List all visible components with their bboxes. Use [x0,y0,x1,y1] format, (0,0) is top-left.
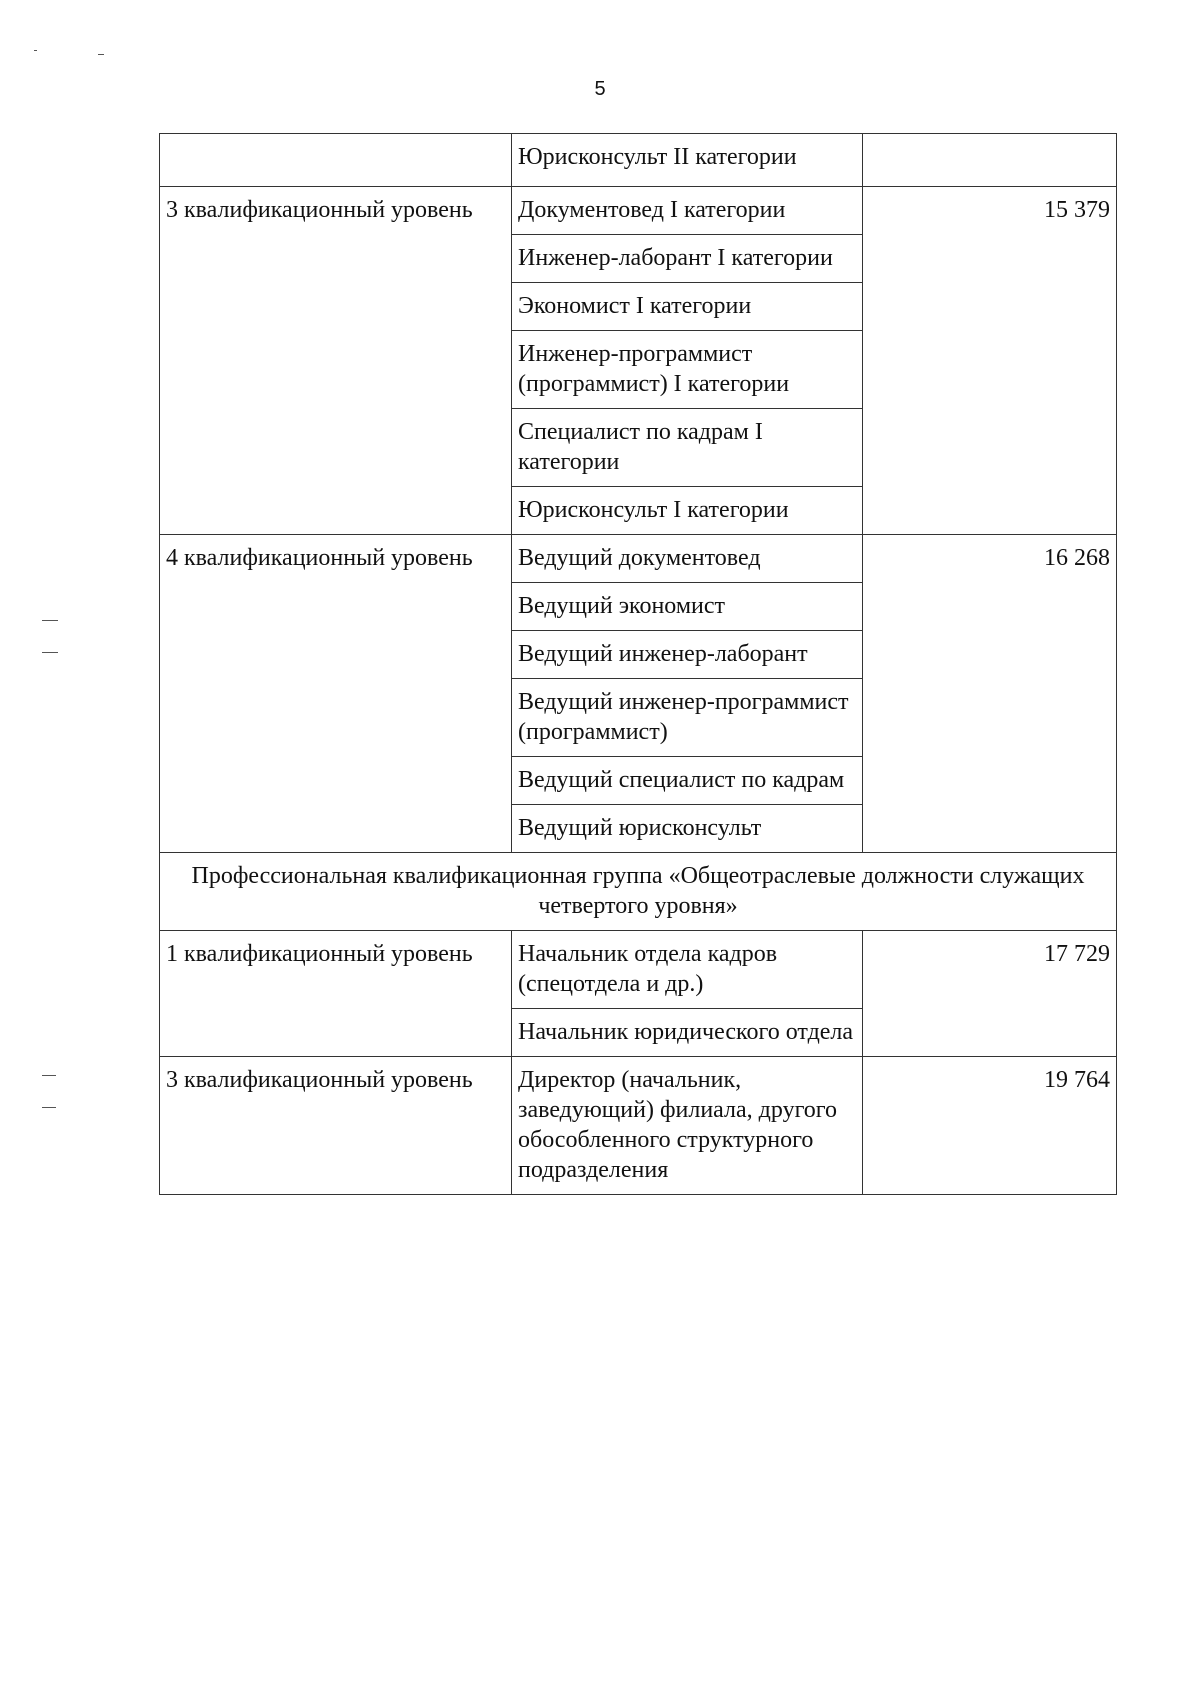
position-cell: Юрисконсульт I категории [512,487,863,535]
position-cell: Начальник отдела кадров (спецотдела и др.) [512,931,863,1009]
position-cell: Начальник юридического отдела [512,1009,863,1057]
position-cell: Юрисконсульт II категории [512,134,863,187]
level-cell: 3 квалификационный уровень [160,1057,512,1195]
level-cell: 1 квалификационный уровень [160,931,512,1057]
position-cell: Ведущий инженер-программист (программист) [512,679,863,757]
salary-cell: 19 764 [863,1057,1117,1195]
position-cell: Ведущий экономист [512,583,863,631]
scan-mark [42,1107,56,1108]
position-cell: Документовед I категории [512,187,863,235]
page-number: 5 [594,78,606,100]
table-row [160,134,1117,187]
position-cell: Ведущий инженер-лаборант [512,631,863,679]
table-row [160,535,1117,583]
salary-cell: 15 379 [863,187,1117,535]
position-cell: Директор (начальник, заведующий) филиала, другого обособленного структурного подразделения [512,1057,863,1195]
table-row [160,853,1117,931]
scan-mark [42,1075,56,1076]
table-row [160,931,1117,1009]
table-row [160,187,1117,235]
level-cell: 4 квалификационный уровень [160,535,512,853]
position-cell: Экономист I категории [512,283,863,331]
table-row [160,1057,1117,1195]
scan-mark [34,50,37,51]
position-cell: Ведущий документовед [512,535,863,583]
position-cell: Ведущий специалист по кадрам [512,757,863,805]
group-header-cell: Профессиональная квалификационная группа «Общеотраслевые должности служащих четвертого уровня» [160,853,1117,931]
level-cell: 3 квалификационный уровень [160,187,512,535]
salary-cell: 17 729 [863,931,1117,1057]
salary-table [159,133,1117,1195]
scan-mark [42,652,58,653]
scan-mark [98,54,104,55]
salary-cell: 16 268 [863,535,1117,853]
position-cell: Инженер-лаборант I категории [512,235,863,283]
salary-cell [863,134,1117,187]
position-cell: Специалист по кадрам I категории [512,409,863,487]
level-cell [160,134,512,187]
scan-mark [42,620,58,621]
position-cell: Ведущий юрисконсульт [512,805,863,853]
position-cell: Инженер-программист (программист) I категории [512,331,863,409]
